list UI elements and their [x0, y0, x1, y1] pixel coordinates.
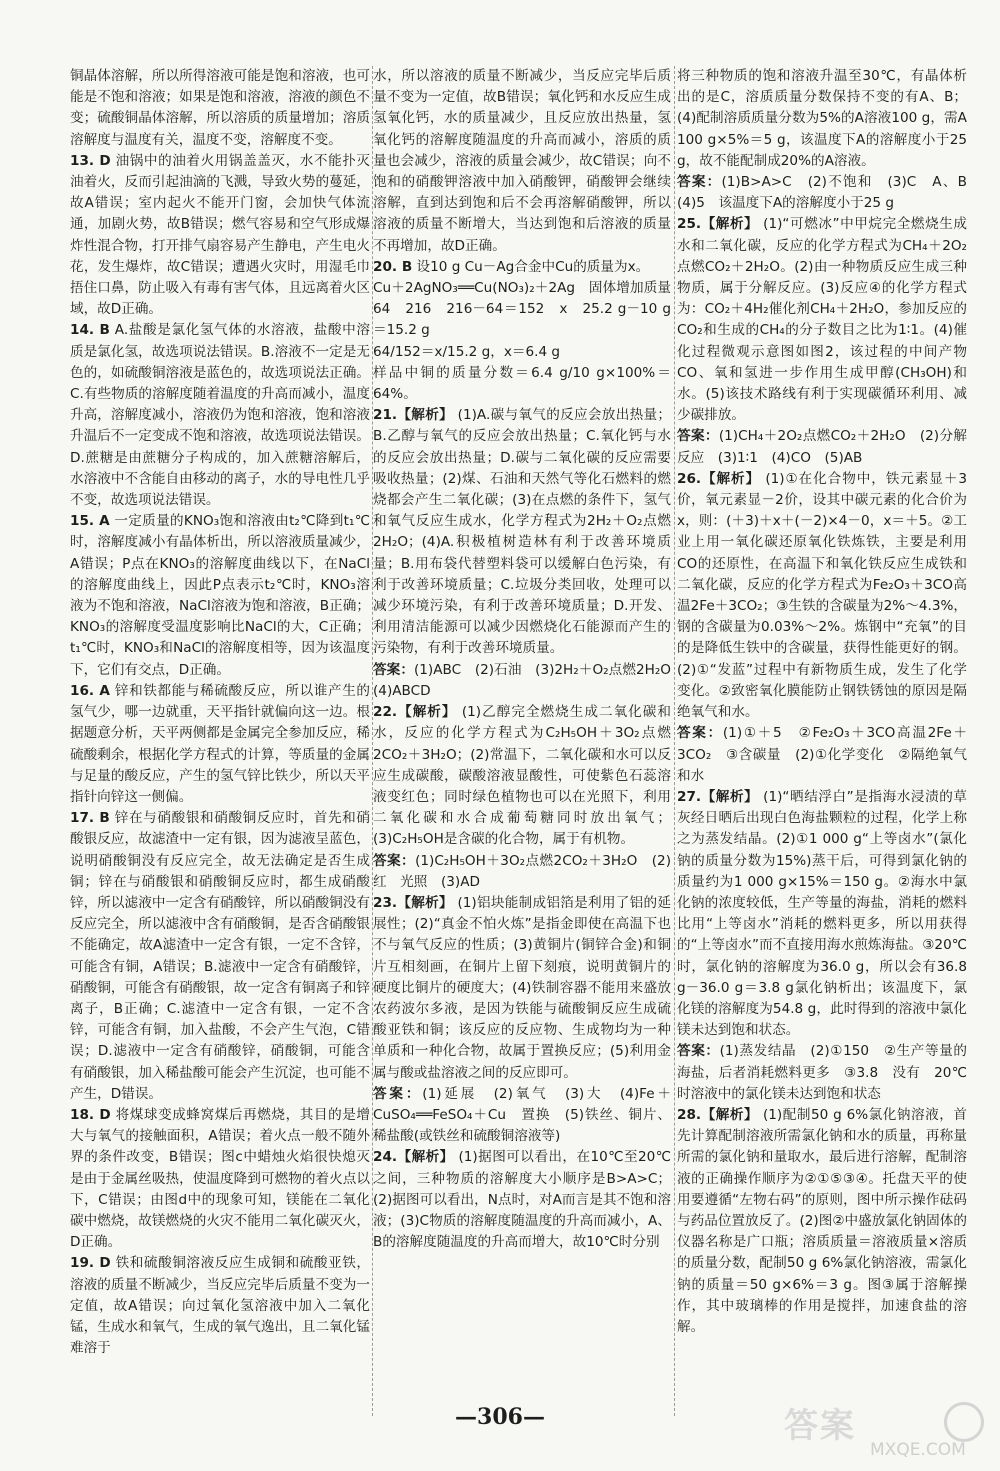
- entry-text: (1)乙醇完全燃烧生成二氧化碳和水，反应的化学方程式为C₂H₅OH＋3O₂点燃2CO₂＋3H₂O；(2)常温下，二氧化碳和水可以反应生成碳酸，碳酸溶液显酸性，可使紫色石蕊溶液变红色；同时绿色植物也可以在光照下，利用二氧化碳和水合成葡萄糖同时放出氧气；(3)C₂H₅OH是含碳的化合物，属于有机物。: [373, 704, 671, 848]
- entry-text: 设10 g Cu－Ag合金中Cu的质量为x。: [416, 258, 650, 275]
- answer-entry: [677, 172, 967, 214]
- answer-entry: [677, 787, 967, 1041]
- answer-entry: [373, 1084, 671, 1148]
- entry-text: 一定质量的KNO₃饱和溶液由t₂℃降到t₁℃时，溶解度减小有晶体析出，所以溶液质量减少，A错误；P点在KNO₃的溶解度曲线以下，在NaCl的溶解度曲线上，因此P点表示t₂℃时，KNO₃溶液为不饱和溶液，NaCl溶液为饱和溶液，B正确；KNO₃的溶解度受温度影响比NaCl的大，C正确；t₁℃时，KNO₃和NaCl的溶解度相等，因为该温度下，它们有交点，D正确。: [70, 513, 370, 678]
- entry-text: (1)铝块能制成铝箔是利用了铝的延展性；(2)“真金不怕火炼”是指金即使在高温下也不与氧气反应的性质；(3)黄铜片(铜锌合金)和铜片互相刻画，在铜片上留下刻痕，说明黄铜片的硬度比铜片的硬度大；(4)铁制容器不能用来盛放农药波尔多液，是因为铁能与硫酸铜反应生成硫酸亚铁和铜；该反应的反应物、生成物均为一种单质和一种化合物，故属于置换反应；(5)利用金属与酸或盐溶液之间的反应即可。: [373, 894, 671, 1081]
- question-number: 17. B: [70, 810, 110, 827]
- column-divider: [674, 66, 675, 1416]
- left-column: [70, 66, 370, 1406]
- question-number: 23.【解析】: [373, 894, 453, 911]
- entry-text: (1)C₂H₅OH＋3O₂点燃2CO₂＋3H₂O (2)红 光照 (3)AD: [373, 852, 671, 890]
- entry-text: (1)①＋5 ②Fe₂O₃＋3CO高温2Fe＋3CO₂ ③含碳量 (2)①化学变化 ②隔绝氧气和水: [677, 725, 967, 784]
- answer-entry: [373, 342, 671, 363]
- question-number: 13. D: [70, 152, 111, 169]
- entry-text: 样品中铜的质量分数＝6.4 g/10 g×100%＝64%。: [373, 364, 671, 403]
- question-number: 14. B: [70, 322, 110, 339]
- question-number: 20. B: [373, 258, 413, 275]
- question-number: 15. A: [70, 513, 110, 530]
- entry-text: 锌在与硝酸银和硝酸铜反应时，首先和硝酸银反应，故滤渣中一定有银，因为滤液呈蓝色，说明硝酸铜没有反应完全，故无法确定是否生成铜；锌在与硝酸银和硝酸铜反应时，都生成硝酸锌，所以滤液中一定含有硝酸锌，所以硝酸铜没有反应完全，所以滤液中含有硝酸铜，是否含硝酸银不能确定，故A滤渣中一定含有银，一定不含锌，可能含有铜，A错误；B.滤液中一定含有硝酸锌，硝酸铜，可能含有硝酸银，故一定含有铜离子和锌离子，B正确；C.滤渣中一定含有银，一定不含锌，可能含有铜，加入盐酸，不会产生气泡，C错误；D.滤液中一定含有硝酸锌，硝酸铜，可能含有硝酸银，加入稀盐酸可能会产生沉淀，也可能不产生，D错误。: [70, 810, 370, 1102]
- question-number: 19. D: [70, 1255, 111, 1272]
- answer-entry: [373, 257, 671, 278]
- answer-label: 答案：: [677, 725, 723, 742]
- question-number: 18. D: [70, 1106, 111, 1123]
- answer-label: 答案：: [677, 428, 719, 445]
- entry-text: (1)CH₄＋2O₂点燃CO₂＋2H₂O (2)分解反应 (3)1∶1 (4)CO (5)AB: [677, 428, 967, 466]
- answer-entry: [373, 702, 671, 850]
- entry-text: (1)“可燃冰”中甲烷完全燃烧生成水和二氧化碳，反应的化学方程式为CH₄＋2O₂点燃CO₂＋2H₂O。(2)由一种物质反应生成三种物质，属于分解反应。(3)反应④的化学方程式为：CO₂＋4H₂催化剂CH₄＋2H₂O，参加反应的CO₂和生成的CH₄的分子数目之比为1∶1。(4)催化过程微观示意图如图2，该过程的中间产物CO、氧和氢进一步作用生成甲醇(CH₃OH)和水。(5)该技术路线有利于实现碳循环利用、减少碳排放。: [677, 216, 967, 424]
- entry-text: 水，所以溶液的质量不断减少，当反应完毕后质量不变为一定值，故B错误；氧化钙和水反应生成氢氧化钙，水的质量减少，且反应放出热量，氢氧化钙的溶解度随温度的升高而减小，溶质的质量也会减少，溶液的质量会减少，故C错误；向不饱和的硝酸钾溶液中加入硝酸钾，硝酸钾会继续溶解，直到达到饱和后不会再溶解硝酸钾，所以溶液的质量不断增大，当达到饱和后溶液的质量不再增加，故D正确。: [373, 68, 671, 254]
- answer-entry: [70, 681, 370, 808]
- answer-label: 答案：: [677, 174, 722, 191]
- right-column: [677, 66, 967, 1406]
- entry-text: (1)B>A>C (2)不饱和 (3)C A、B (4)5 该温度下A的溶解度小于25 g: [677, 174, 967, 212]
- answer-entry: [373, 851, 671, 893]
- middle-column: [373, 66, 671, 1406]
- entry-text: 锌和铁都能与稀硫酸反应，所以谁产生的氢气少，哪一边就重，天平指针就偏向这一边。根据题意分析，天平两侧都是金属完全参加反应，稀硫酸剩余，根据化学方程式的计算，等质量的金属与足量的酸反应，产生的氢气锌比铁少，所以天平指针向锌这一侧偏。: [70, 682, 370, 805]
- answer-entry: [70, 511, 370, 681]
- entry-text: (1)“晒结浮白”是指海水浸渍的草灰经日晒后出现白色海盐颗粒的过程，化学上称之为蒸发结晶。(2)①1 000 g“上等卤水”(氯化钠的质量分数为15%)蒸干后，可得到氯化钠的质量约为1 000 g×15%＝150 g。②海水中氯化钠的浓度较低，生产等量的海盐，消耗的燃料比用“上等卤水”消耗的燃料更多，所以用获得的“上等卤水”而不直接用海水煎炼海盐。③20℃时，氯化钠的溶解度为36.0 g，所以会有36.8 g－36.0 g＝3.8 g氯化钠析出；该温度下，氯化镁的溶解度为54.8 g，此时得到的溶液中氯化镁未达到饱和状态。: [677, 788, 967, 1039]
- question-number: 21.【解析】: [373, 407, 453, 424]
- question-number: 27.【解析】: [677, 788, 759, 805]
- question-number: 22.【解析】: [373, 704, 457, 721]
- answer-entry: [373, 660, 671, 702]
- entry-text: (1)A.碳与氧气的反应会放出热量；B.乙醇与氧气的反应会放出热量；C.氧化钙与水的反应会放出热量；D.碳与二氧化碳的反应需要吸收热量；(2)煤、石油和天然气等化石燃料的燃烧都会产生二氧化碳；(3)在点燃的条件下，氢气和氧气反应生成水，化学方程式为2H₂＋O₂点燃2H₂O；(4)A.积极植树造林有利于改善环境质量；B.用布袋代替塑料袋可以缓解白色污染，有利于改善环境质量；C.垃圾分类回收，处理可以减少环境污染，有利于改善环境质量；D.开发、利用清洁能源可以减少因燃烧化石能源而产生的污染物，有利于改善环境质量。: [373, 407, 671, 657]
- question-number: 16. A: [70, 682, 110, 699]
- entry-text: (1)①在化合物中，铁元素显＋3价，氧元素显－2价，设其中碳元素的化合价为x，则：(＋3)＋x＋(－2)×4－0，x＝＋5。②工业上用一氧化碳还原氧化铁炼铁，主要是利用CO的还原性，在高温下和氧化铁反应生成铁和二氧化碳，反应的化学方程式为Fe₂O₃＋3CO高温2Fe＋3CO₂；③生铁的含碳量为2%～4.3%，钢的含碳量为0.03%～2%。炼钢中“充氧”的目的是降低生铁中的含碳量，获得性能更好的钢。(2)①“发蓝”过程中有新物质生成，发生了化学变化。②致密氧化膜能防止钢铁锈蚀的原因是隔绝氧气和水。: [677, 470, 967, 721]
- entry-text: 铁和硫酸铜溶液反应生成铜和硫酸亚铁，溶液的质量不断减少，当反应完毕后质量不变为一定值，故A错误；向过氧化氢溶液中加入二氧化锰，生成水和氧气，生成的氧气逸出，且二氧化锰难溶于: [70, 1255, 370, 1357]
- answer-label: 答案：: [677, 1043, 720, 1060]
- answer-label: 答案：: [373, 661, 414, 678]
- entry-text: (1)ABC (2)石油 (3)2H₂＋O₂点燃2H₂O (4)ABCD: [373, 661, 671, 699]
- answer-entry: [70, 1253, 370, 1359]
- entry-text: Cu＋2AgNO₃══Cu(NO₃)₂＋2Ag 固体增加质量 64 216 216－64＝152 x 25.2 g－10 g＝15.2 g: [373, 280, 671, 339]
- answer-entry: [70, 151, 370, 321]
- answer-entry: [373, 1147, 671, 1253]
- answer-entry: [373, 278, 671, 342]
- answer-entry: [373, 405, 671, 659]
- answer-entry: [373, 363, 671, 405]
- watermark-url: MXQE.COM: [870, 1440, 966, 1460]
- entry-text: 将煤球变成蜂窝煤后再燃烧，其目的是增大与氧气的接触面积，A错误；着火点一般不随外界的条件改变，B错误；图c中蜡烛火焰很快熄灭是由于金属丝吸热，使温度降到可燃物的着火点以下，C错误；由图d中的现象可知，镁能在二氧化碳中燃烧，故镁燃烧的火灾不能用二氧化碳灭火，D正确。: [70, 1106, 370, 1251]
- answer-entry: [677, 1041, 967, 1105]
- answer-entry: [373, 893, 671, 1084]
- entry-text: (1)配制50 g 6%氯化钠溶液，首先计算配制溶液所需氯化钠和水的质量，再称量所需的氯化钠和量取水，最后进行溶解，配制溶液的正确操作顺序为②①⑤③④。托盘天平的使用要遵循“左物右码”的原则，图中所示操作砝码与药品位置放反了。(2)图②中盛放氯化钠固体的仪器名称是广口瓶；溶质质量＝溶液质量×溶质的质量分数，配制50 g 6%氯化钠溶液，需氯化钠的质量＝50 g×6%＝3 g。图③属于溶解操作，其中玻璃棒的作用是搅拌，加速食盐的溶解。: [677, 1106, 967, 1335]
- answer-entry: [677, 66, 967, 172]
- entry-text: 64/152＝x/15.2 g，x＝6.4 g: [373, 343, 561, 360]
- answer-label: 答案：: [373, 852, 416, 869]
- question-number: 26.【解析】: [677, 470, 761, 487]
- entry-text: (1)延展 (2)氧气 (3)大 (4)Fe＋CuSO₄══FeSO₄＋Cu 置换 (5)铁丝、铜片、稀盐酸(或铁丝和硫酸铜溶液等): [373, 1085, 671, 1145]
- question-number: 25.【解析】: [677, 216, 759, 233]
- answer-entry: [677, 426, 967, 468]
- entry-text: 将三种物质的饱和溶液升温至30℃，有晶体析出的是C，溶质质量分数保持不变的有A、B；(4)配制溶质质量分数为5%的A溶液100 g，需A 100 g×5%＝5 g，该温度下A的溶解度小于25 g，故不能配制成20%的A溶液。: [677, 68, 967, 169]
- answer-entry: [677, 469, 967, 723]
- answer-entry: [70, 66, 370, 151]
- entry-text: (1)蒸发结晶 (2)①150 ②生产等量的海盐，后者消耗燃料更多 ③3.8 没有 20℃时溶液中的氯化镁未达到饱和状态: [677, 1043, 967, 1102]
- answer-entry: [70, 320, 370, 511]
- answer-entry: [677, 1105, 967, 1338]
- entry-text: A.盐酸是氯化氢气体的水溶液，盐酸中溶质是氯化氢，故选项说法错误。B.溶液不一定是无色的，如硫酸铜溶液是蓝色的，故选项说法正确。C.有些物质的溶解度随着温度的升高而减小，温度升高，溶解度减小，溶液仍为饱和溶液，饱和溶液升温后不一定变成不饱和溶液，故选项说法错误。D.蔗糖是由蔗糖分子构成的，加入蔗糖溶解后，水溶液中不含能自由移动的离子，水的导电性几乎不变，故选项说法错误。: [70, 322, 370, 509]
- entry-text: 铜晶体溶解，所以所得溶液可能是饱和溶液，也可能是不饱和溶液；如果是饱和溶液，溶液的颜色不变；硫酸铜晶体溶解，所以溶质的质量增加；溶质溶解度与温度有关，温度不变，溶解度不变。: [70, 68, 370, 148]
- entry-text: (1)据图可以看出，在10℃至20℃之间，三种物质的溶解度大小顺序是B>A>C；(2)据图可以看出，N点时，对A而言是其不饱和溶液；(3)C物质的溶解度随温度的升高而减小，A、B的溶解度随温度的升高而增大，故10℃时分别: [373, 1149, 671, 1251]
- answer-entry: [70, 808, 370, 1105]
- question-number: 28.【解析】: [677, 1106, 759, 1123]
- watermark-logo: [784, 1398, 984, 1458]
- answer-entry: [677, 214, 967, 426]
- watermark-text: 答案: [784, 1406, 856, 1446]
- page-number: —306—: [455, 1404, 545, 1430]
- answer-entry: [677, 723, 967, 787]
- watermark-circle-icon: [944, 1402, 984, 1442]
- answer-entry: [70, 1105, 370, 1253]
- entry-text: 油锅中的油着火用锅盖盖灭，水不能扑灭油着火，反而引起油滴的飞溅，导致火势的蔓延，故A错误；室内起火不能开门窗，会加快气体流通，加剧火势，故B错误；燃气容易和空气形成爆炸性混合物，打开排气扇容易产生静电，产生电火花，发生爆炸，故C错误；遭遇火灾时，用湿毛巾捂住口鼻，防止吸入有毒有害气体，且远离着火区域，故D正确。: [70, 152, 370, 318]
- question-number: 24.【解析】: [373, 1149, 454, 1166]
- answer-label: 答案：: [373, 1085, 423, 1102]
- answer-entry: [373, 66, 671, 257]
